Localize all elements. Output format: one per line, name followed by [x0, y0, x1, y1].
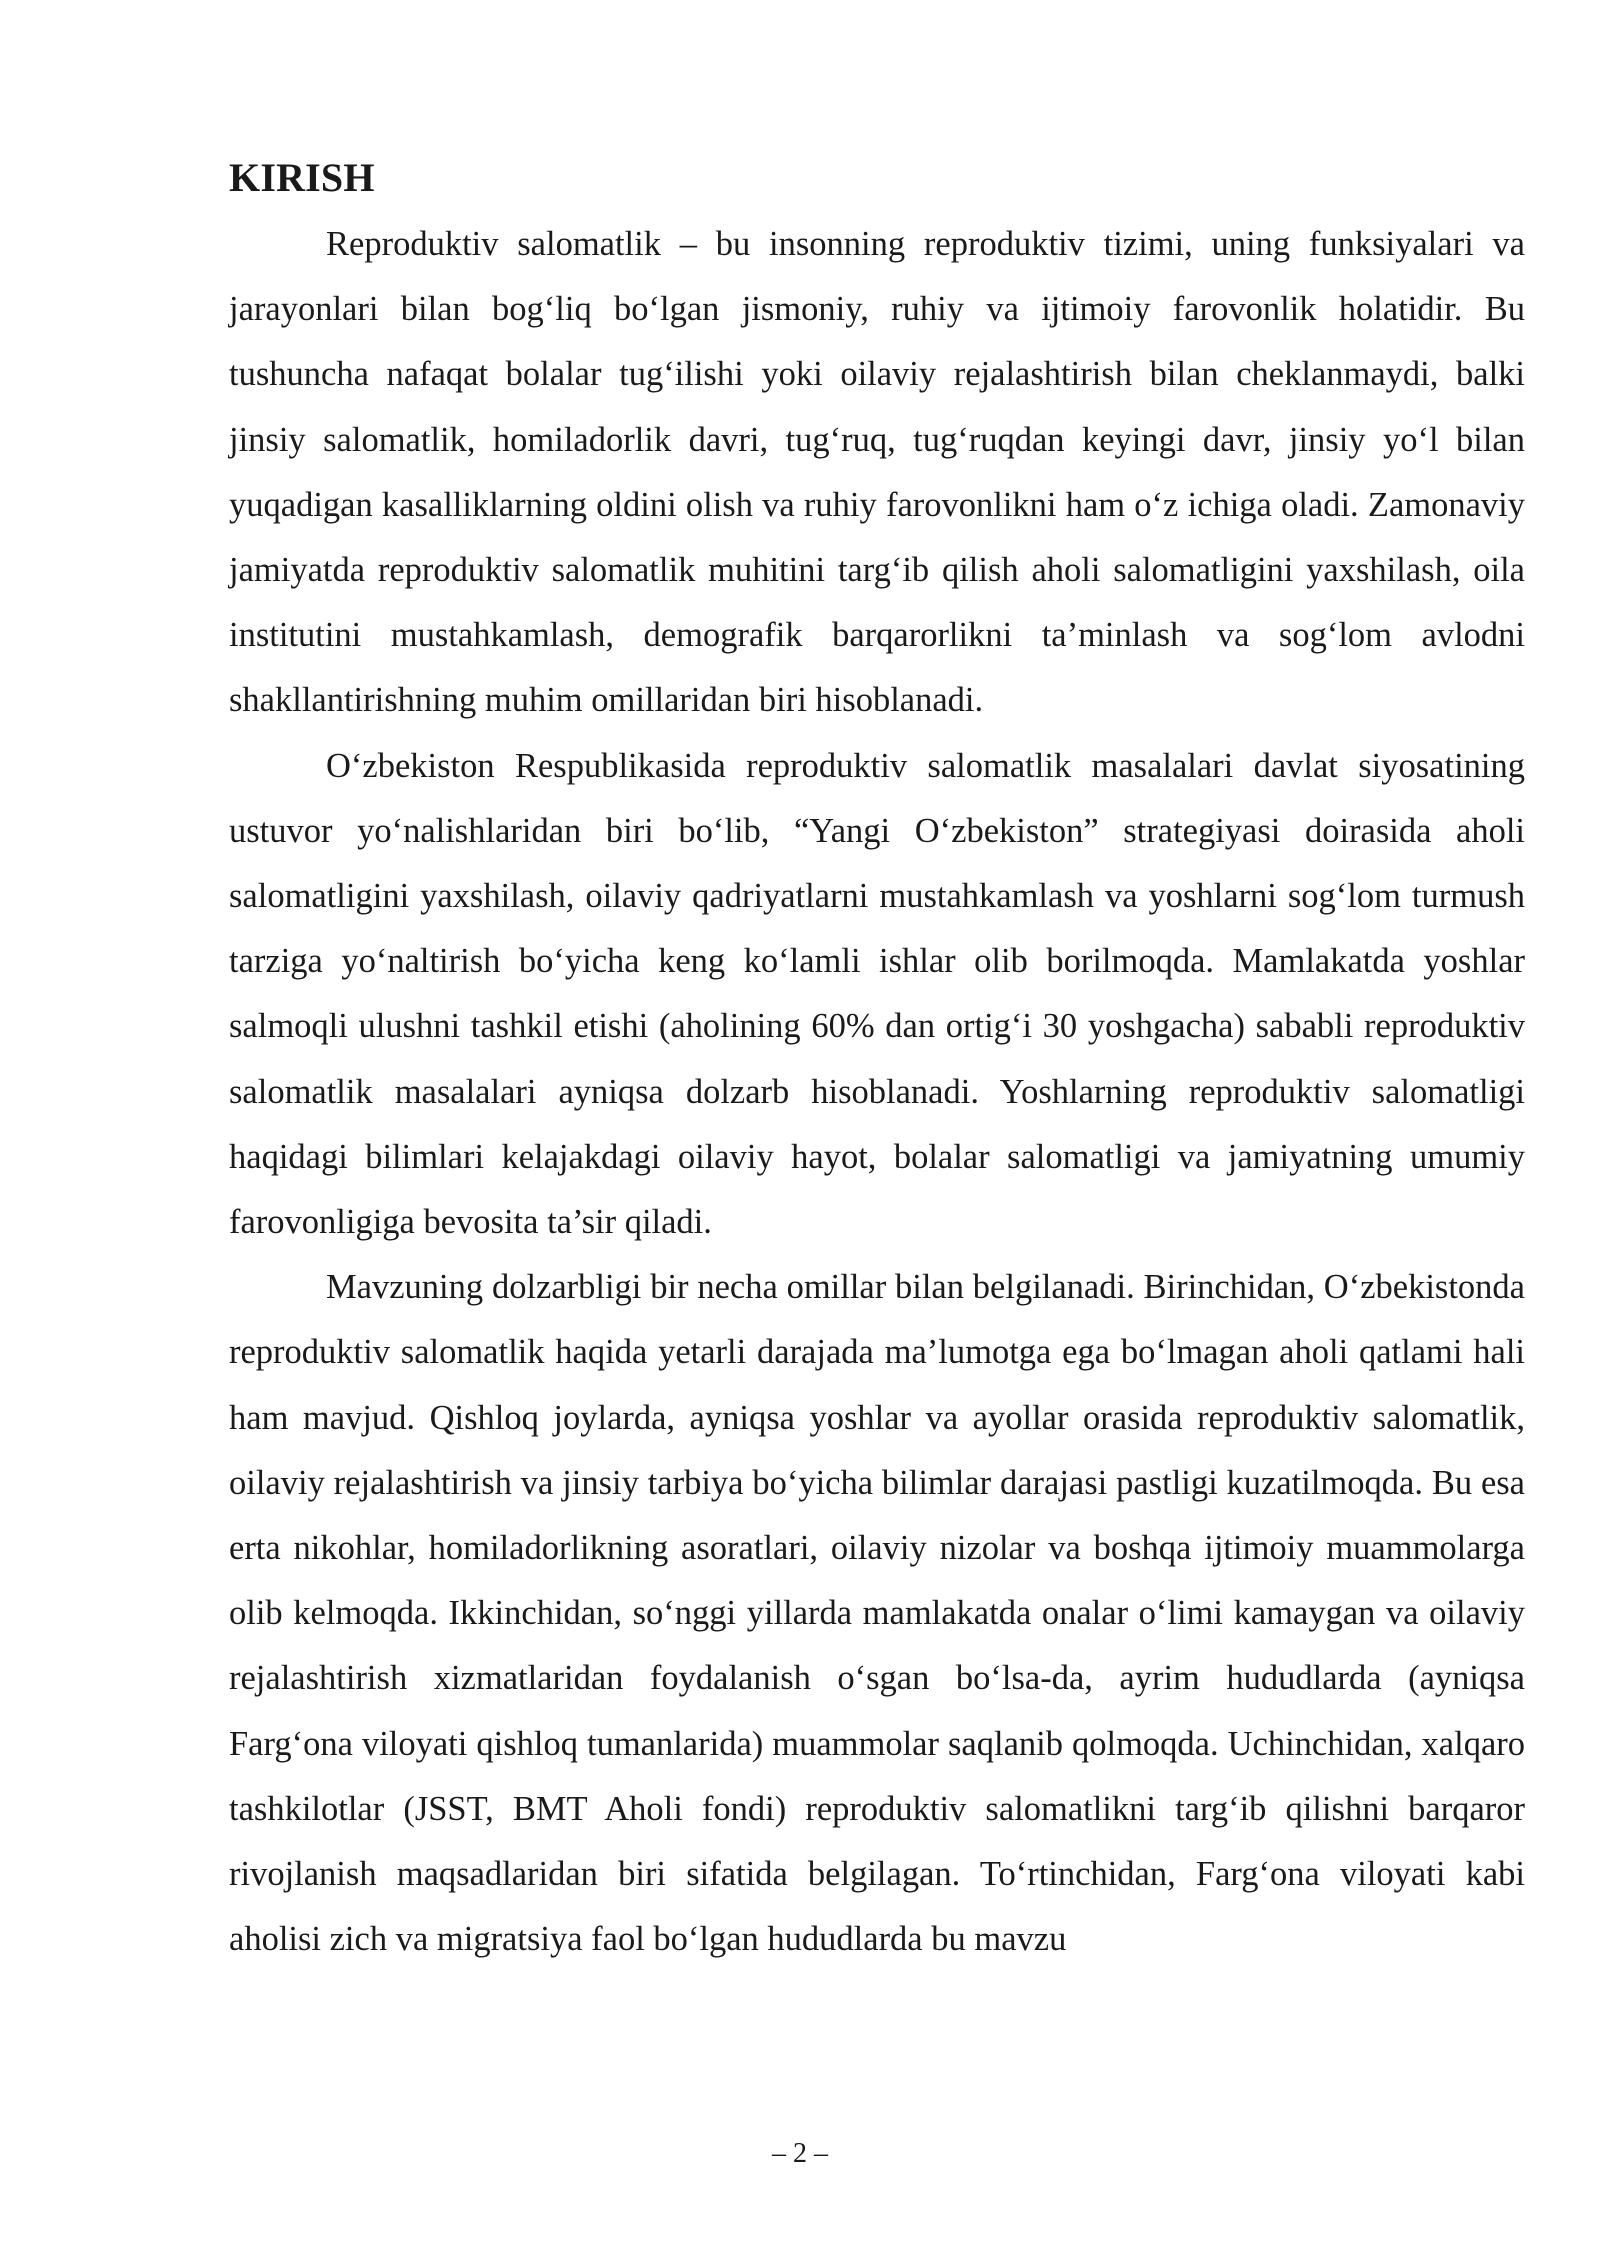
page-body — [229, 150, 1525, 1972]
paragraph-1: Reproduktiv salomatlik – bu insonning reproduktiv tizimi, uning funksiyalari va jarayonlari bilan bog‘liq bo‘lgan jismoniy, ruhiy va ijtimoiy farovonlik holatidir. Bu tushuncha nafaqat bolalar tug‘ilishi yoki oilaviy rejalashtirish bilan cheklanmaydi, balki jinsiy salomatlik, homiladorlik davri, tug‘ruq, tug‘ruqdan keyingi davr, jinsiy yo‘l bilan yuqadigan kasalliklarning oldini olish va ruhiy farovonlikni ham o‘z ichiga oladi. Zamonaviy jamiyatda reproduktiv salomatlik muhitini targ‘ib qilish aholi salomatligini yaxshilash, oila institutini mustahkamlash, demografik barqarorlikni ta’minlash va sog‘lom avlodni shakllantirishning muhim omillaridan biri hisoblanadi. — [229, 225, 1525, 720]
paragraph-2: O‘zbekiston Respublikasida reproduktiv salomatlik masalalari davlat siyosatining ustuvor yo‘nalishlaridan biri bo‘lib, “Yangi O‘zbekiston” strategiyasi doirasida aholi salomatligini yaxshilash, oilaviy qadriyatlarni mustahkamlash va yoshlarni sog‘lom turmush tarziga yo‘naltirish bo‘yicha keng ko‘lamli ishlar olib borilmoqda. Mamlakatda yoshlar salmoqli ulushni tashkil etishi (aholining 60% dan ortig‘i 30 yoshgacha) sababli reproduktiv salomatlik masalalari ayniqsa dolzarb hisoblanadi. Yoshlarning reproduktiv salomatligi haqidagi bilimlari kelajakdagi oilaviy hayot, bolalar salomatligi va jamiyatning umumiy farovonligiga bevosita ta’sir qiladi. — [229, 746, 1525, 1242]
page-number: – 2 – — [772, 2138, 828, 2169]
paragraph-3: Mavzuning dolzarbligi bir necha omillar bilan belgilanadi. Birinchidan, O‘zbekistonda reproduktiv salomatlik haqida yetarli darajada ma’lumotga ega bo‘lmagan aholi qatlami hali ham mavjud. Qishloq joylarda, ayniqsa yoshlar va ayollar orasida reproduktiv salomatlik, oilaviy rejalashtirish va jinsiy tarbiya bo‘yicha bilimlar darajasi pastligi kuzatilmoqda. Bu esa erta nikohlar, homiladorlikning asoratlari, oilaviy nizolar va boshqa ijtimoiy muammolarga olib kelmoqda. Ikkinchidan, so‘nggi yillarda mamlakatda onalar o‘limi kamaygan va oilaviy rejalashtirish xizmatlaridan foydalanish o‘sgan bo‘lsa-da, ayrim hududlarda (ayniqsa Farg‘ona viloyati qishloq tumanlarida) muammolar saqlanib qolmoqda. Uchinchidan, xalqaro tashkilotlar (JSST, BMT Aholi fondi) reproduktiv salomatlikni targ‘ib qilishni barqaror rivojlanish maqsadlaridan biri sifatida belgilagan. To‘rtinchidan, Farg‘ona viloyati kabi aholisi zich va migratsiya faol bo‘lgan hududlarda bu mavzu — [229, 1268, 1525, 1959]
section-heading: KIRISH — [229, 155, 375, 200]
